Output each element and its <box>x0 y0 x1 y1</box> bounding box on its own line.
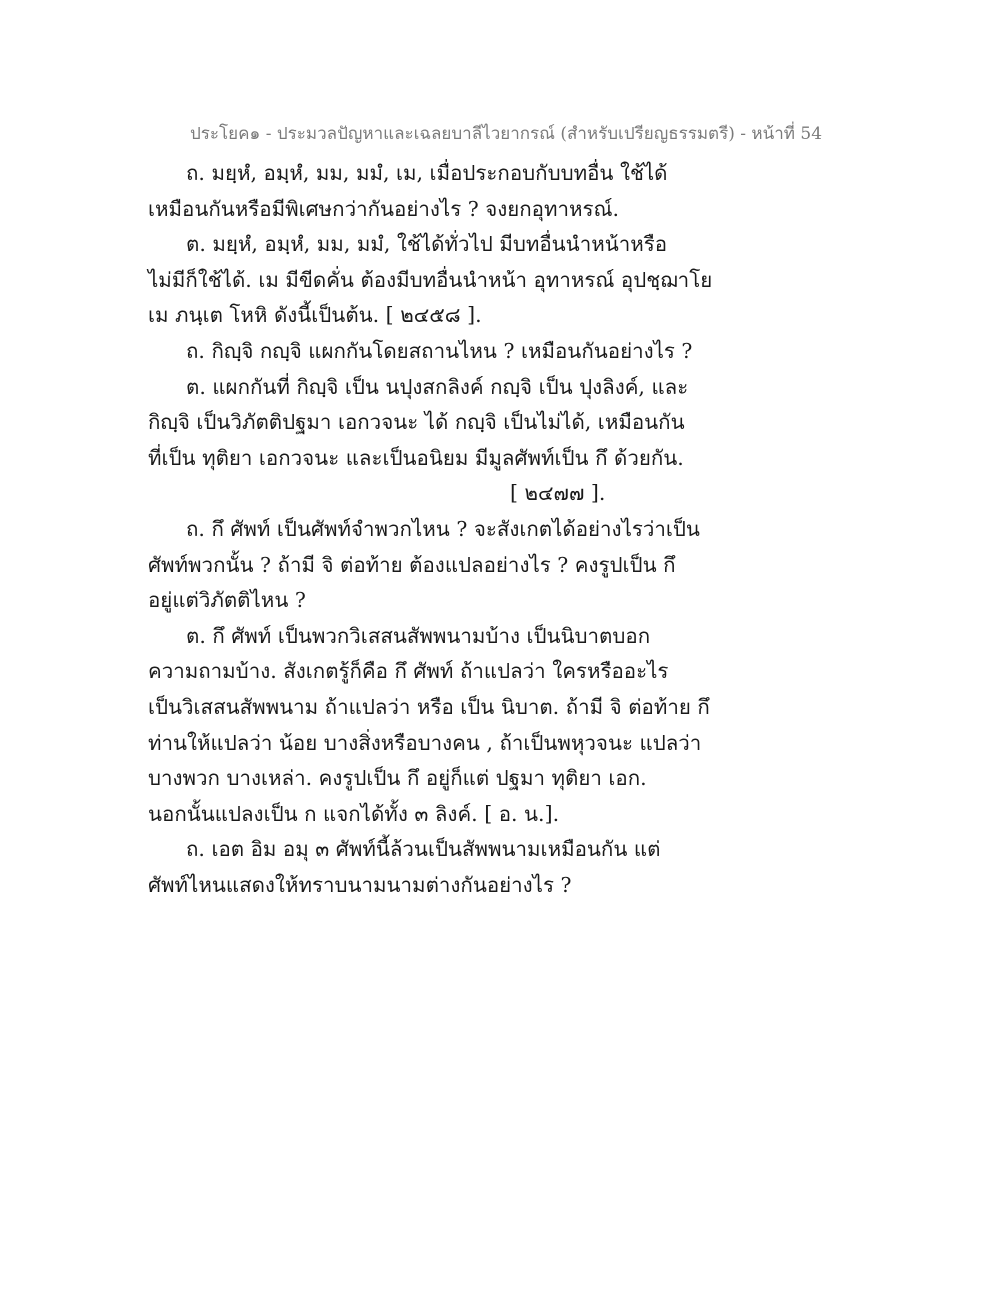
text-line: เหมือนกันหรือมีพิเศษกว่ากันอย่างไร ? จงยกอุทาหรณ์. <box>148 196 620 221</box>
page-header: ประโยค๑ - ประมวลปัญหาและเฉลยบาลีไวยากรณ์ (สำหรับเปรียญธรรมตรี) - หน้าที่ 54 <box>190 124 823 144</box>
text-line: ที่เป็น ทุติยา เอกวจนะ และเป็นอนิยม มีมูลศัพท์เป็น กึ ด้วยกัน. <box>148 445 684 470</box>
text-line: ความถามบ้าง. สังเกตรู้ก็คือ กึ ศัพท์ ถ้าแปลว่า ใครหรืออะไร <box>148 659 669 684</box>
question-line: ถ. กิญฺจิ กญฺจิ แผกกันโดยสถานไหน ? เหมือนกันอย่างไร ? <box>186 338 693 363</box>
text-line: อยู่แต่วิภัตติไหน ? <box>148 588 306 613</box>
question-line: ถ. กึ ศัพท์ เป็นศัพท์จำพวกไหน ? จะสังเกตได้อย่างไรว่าเป็น <box>186 516 700 541</box>
text-line: ศัพท์ไหนแสดงให้ทราบนามนามต่างกันอย่างไร ? <box>148 872 572 897</box>
question-line: ถ. เอต อิม อมุ ๓ ศัพท์นี้ล้วนเป็นสัพพนามเหมือนกัน แต่ <box>186 837 661 862</box>
text-line: บางพวก บางเหล่า. คงรูปเป็น กึ อยู่ก็แต่ ปฐมา ทุติยา เอก. <box>148 766 647 791</box>
text-line: เป็นวิเสสนสัพพนาม ถ้าแปลว่า หรือ เป็น นิบาต. ถ้ามี จิ ต่อท้าย กึ <box>148 694 710 719</box>
text-line: ไม่มีก็ใช้ได้. เม มีขีดคั่น ต้องมีบทอื่นนำหน้า อุทาหรณ์ อุปชฺฌาโย <box>148 267 713 292</box>
text-line: กิญฺจิ เป็นวิภัตติปฐมา เอกวจนะ ได้ กญฺจิ เป็นไม่ได้, เหมือนกัน <box>148 410 685 435</box>
year-reference: [ ๒๔๗๗ ]. <box>510 481 606 506</box>
text-line: เม ภนฺเต โหหิ ดังนี้เป็นต้น. [ ๒๔๕๘ ]. <box>148 303 482 328</box>
answer-line: ต. แผกกันที่ กิญฺจิ เป็น นปุงสกลิงค์ กญฺจิ เป็น ปุงลิงค์, และ <box>186 374 689 399</box>
body-text <box>148 156 713 903</box>
text-line: ศัพท์พวกนั้น ? ถ้ามี จิ ต่อท้าย ต้องแปลอย่างไร ? คงรูปเป็น กึ <box>148 552 676 577</box>
question-line: ถ. มยฺหํ, อมฺหํ, มม, มมํ, เม, เมื่อประกอบกับบทอื่น ใช้ได้ <box>186 161 668 185</box>
answer-line: ต. มยฺหํ, อมฺหํ, มม, มมํ, ใช้ได้ทั่วไป มีบทอื่นนำหน้าหรือ <box>186 232 668 257</box>
text-line: ท่านให้แปลว่า น้อย บางสิ่งหรือบางคน , ถ้าเป็นพหุวจนะ แปลว่า <box>148 730 702 755</box>
text-line: นอกนั้นแปลงเป็น ก แจกได้ทั้ง ๓ ลิงค์. [ อ. น.]. <box>148 801 560 826</box>
answer-line: ต. กึ ศัพท์ เป็นพวกวิเสสนสัพพนามบ้าง เป็นนิบาตบอก <box>186 623 651 648</box>
